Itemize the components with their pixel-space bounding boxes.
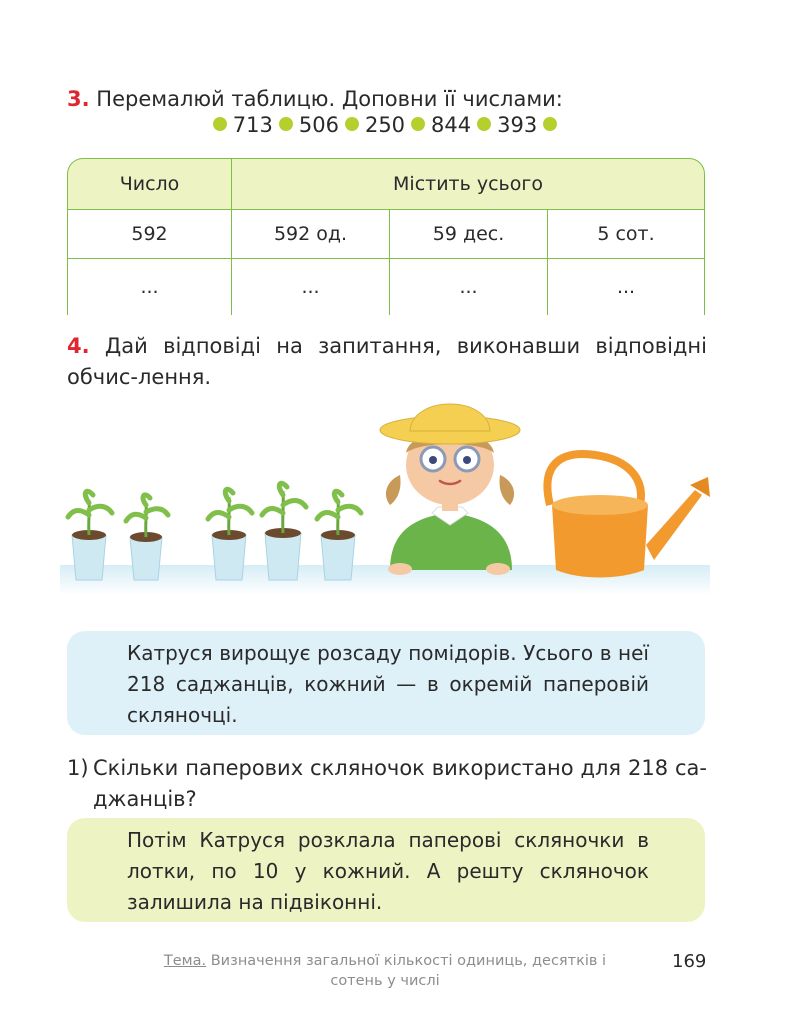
bullet-dot-icon: [477, 117, 491, 131]
girl-with-seedlings-illustration: [60, 385, 710, 595]
table-cell: ...: [67, 259, 231, 315]
topic-label: Тема.: [163, 953, 207, 969]
task-text: Дай відповіді на запитання, виконавши відповідні обчис-лення.: [67, 334, 707, 389]
task-text: Перемалюй таблицю. Доповни її числами:: [96, 87, 563, 111]
bullet-dot-icon: [213, 117, 227, 131]
task-number: 3.: [67, 87, 90, 111]
task-number: 4.: [67, 334, 90, 358]
number-item: 713: [232, 113, 273, 137]
question-text: Скільки паперових скляночок використано для 218 са-джанців?: [93, 756, 707, 811]
table-cell: 59 дес.: [389, 210, 547, 259]
question-number: 1): [67, 756, 89, 780]
table-cell: ...: [547, 259, 705, 315]
number-table: [67, 158, 705, 310]
table-cell: 592 од.: [231, 210, 389, 259]
number-list: [0, 110, 770, 140]
page-number: 169: [672, 951, 707, 972]
number-item: 250: [364, 113, 406, 137]
header-contains-total: Містить усього: [231, 158, 705, 210]
number-item: 844: [431, 113, 472, 137]
number-item: 393: [497, 113, 538, 137]
watering-can-icon: [547, 454, 710, 577]
task-4-heading: [67, 331, 707, 393]
number-item: 506: [298, 113, 339, 137]
page-footer-topic: [150, 951, 620, 991]
table-cell: ...: [231, 259, 389, 315]
story-box-1: [67, 631, 705, 735]
girl-figure: [380, 404, 520, 575]
table-cell: ...: [389, 259, 547, 315]
story-text: Катруся вирощує розсаду помідорів. Усього в неї 218 саджанців, кожний — в окремій паперовій скляночці.: [127, 641, 649, 727]
bullet-dot-icon: [345, 117, 359, 131]
bullet-dot-icon: [411, 117, 425, 131]
header-number: Число: [67, 158, 231, 210]
table-cell: 5 сот.: [547, 210, 705, 259]
story-text: Потім Катруся розклала паперові скляночки в лотки, по 10 у кожний. А решту скляночок залишила на підвіконні.: [127, 828, 649, 914]
question-1: [67, 753, 707, 815]
table-cell: 592: [67, 210, 231, 259]
bullet-dot-icon: [279, 117, 293, 131]
story-box-2: [67, 818, 705, 922]
topic-text: Визначення загальної кількості одиниць, десятків і сотень у числі: [210, 953, 607, 989]
bullet-dot-icon: [543, 117, 557, 131]
